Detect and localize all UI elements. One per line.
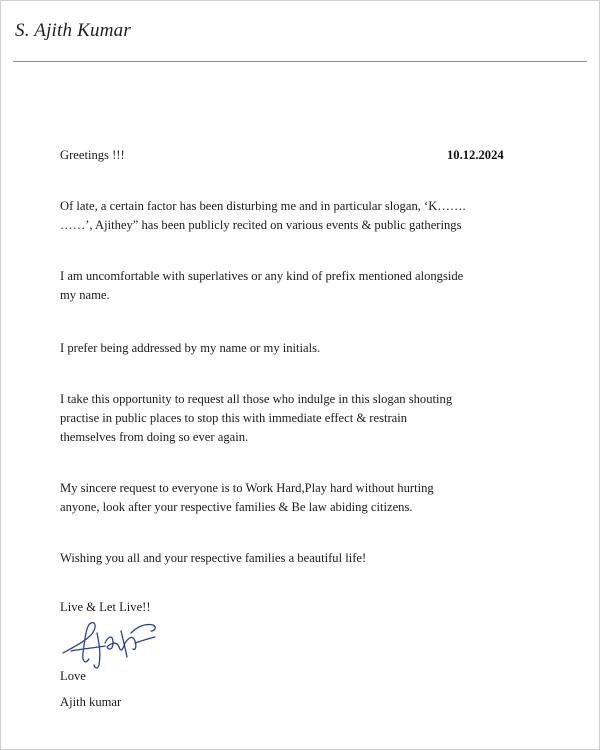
letter-date: 10.12.2024 <box>447 148 504 162</box>
paragraph-3 <box>60 339 540 358</box>
greeting: Greetings !!! <box>60 148 125 162</box>
paragraph-1 <box>60 197 540 235</box>
paragraph-line: ……’, Ajithey” has been publicly recited on various events & public gatherings <box>60 218 462 232</box>
sign-off: Love <box>60 669 86 683</box>
paragraph-line: Wishing you all and your respective families a beautiful life! <box>60 551 367 565</box>
letterhead-divider <box>13 61 587 62</box>
paragraph-line: Of late, a certain factor has been disturbing me and in particular slogan, ‘K……. <box>60 199 466 213</box>
paragraph-4 <box>60 390 540 447</box>
paragraph-line: anyone, look after your respective families & Be law abiding citizens. <box>60 500 413 514</box>
paragraph-line: practise in public places to stop this with immediate effect & restrain <box>60 411 408 425</box>
handwritten-signature <box>61 613 161 675</box>
paragraph-line: themselves from doing so ever again. <box>60 430 249 444</box>
paragraph-5 <box>60 479 540 517</box>
paragraph-line: I am uncomfortable with superlatives or any kind of prefix mentioned alongside <box>60 269 464 283</box>
paragraph-6 <box>60 549 540 568</box>
closing-line: Live & Let Live!! <box>60 600 151 614</box>
letterhead-name: S. Ajith Kumar <box>15 20 131 41</box>
paragraph-line: my name. <box>60 288 110 302</box>
paragraph-line: My sincere request to everyone is to Work Hard,Play hard without hurting <box>60 481 434 495</box>
paragraph-line: I take this opportunity to request all those who indulge in this slogan shouting <box>60 392 453 406</box>
paragraph-2 <box>60 267 540 305</box>
signer-name: Ajith kumar <box>60 695 122 709</box>
paragraph-line: I prefer being addressed by my name or my initials. <box>60 341 321 355</box>
